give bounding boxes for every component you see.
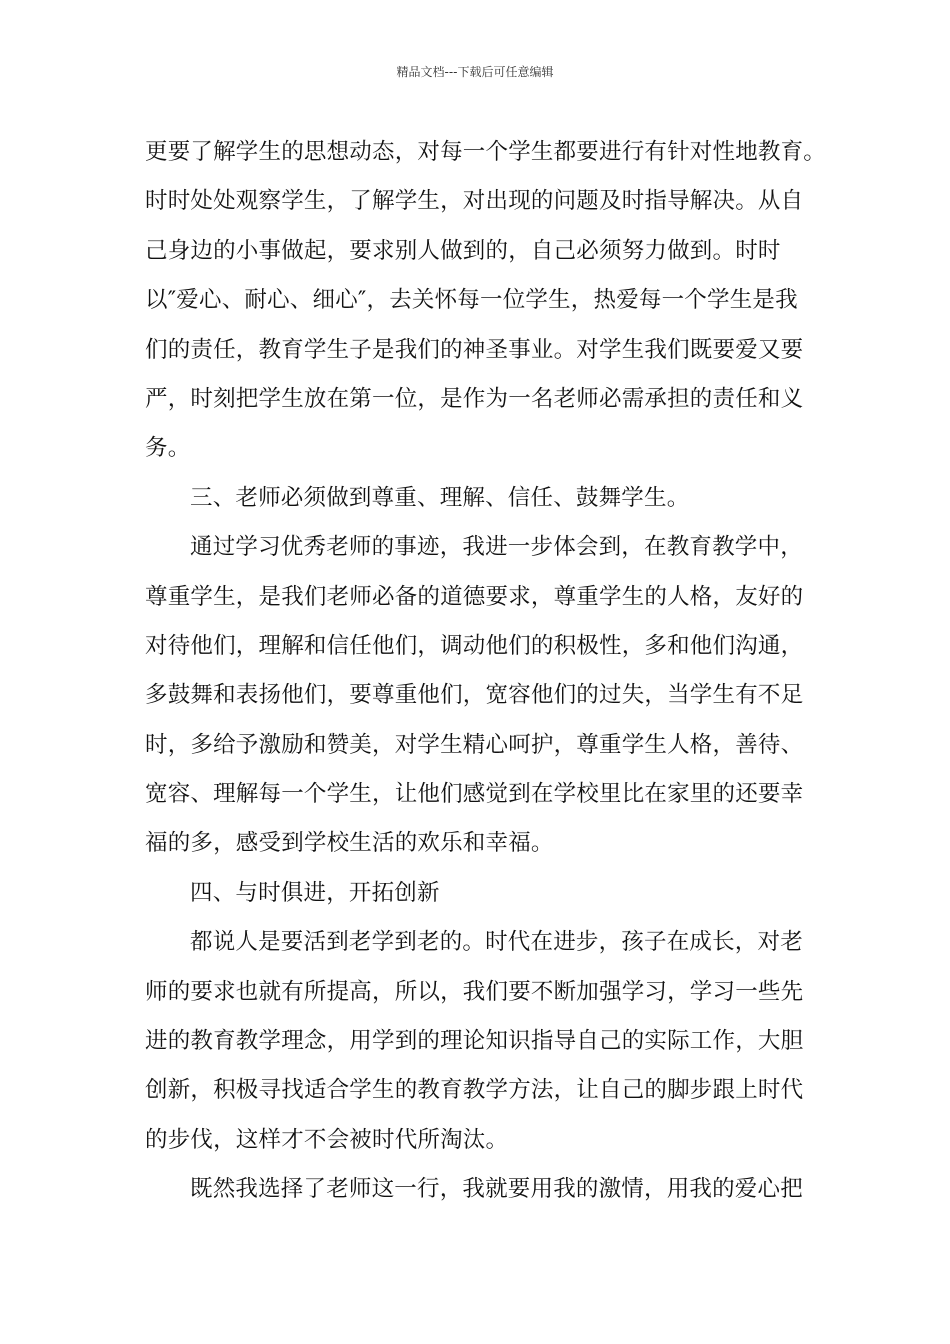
text-line: 进的教育教学理念，用学到的理论知识指导自己的实际工作，大胆	[145, 1028, 804, 1055]
text-line: 们的责任，教育学生子是我们的神圣事业。对学生我们既要爱又要	[145, 336, 804, 363]
section-heading: 四、与时俱进，开拓创新	[190, 879, 440, 906]
text-line: 时时处处观察学生，了解学生，对出现的问题及时指导解决。从自	[145, 188, 804, 215]
text-line: 创新，积极寻找适合学生的教育教学方法，让自己的脚步跟上时代	[145, 1077, 804, 1104]
text-line: 对待他们，理解和信任他们，调动他们的积极性，多和他们沟通，	[145, 632, 804, 659]
page-header: 精品文档---下载后可任意编辑	[396, 65, 554, 79]
text-line: 福的多，感受到学校生活的欢乐和幸福。	[145, 830, 554, 857]
text-line: 宽容、理解每一个学生，让他们感觉到在学校里比在家里的还要幸	[145, 781, 804, 808]
text-line: 时，多给予激励和赞美，对学生精心呵护，尊重学生人格，善待、	[145, 731, 804, 758]
text-line: 多鼓舞和表扬他们，要尊重他们，宽容他们的过失，当学生有不足	[145, 682, 804, 709]
text-line: 以″爱心、耐心、细心″，去关怀每一位学生，热爱每一个学生是我	[145, 287, 798, 314]
text-line: 都说人是要活到老学到老的。时代在进步，孩子在成长，对老	[190, 929, 803, 956]
text-line: 师的要求也就有所提高，所以，我们要不断加强学习，学习一些先	[145, 978, 804, 1005]
text-line: 的步伐，这样才不会被时代所淘汰。	[145, 1126, 509, 1153]
text-line: 尊重学生，是我们老师必备的道德要求，尊重学生的人格，友好的	[145, 583, 804, 610]
text-line: 己身边的小事做起，要求别人做到的，自己必须努力做到。时时	[145, 237, 781, 264]
text-line: 既然我选择了老师这一行，我就要用我的激情，用我的爱心把	[190, 1176, 803, 1203]
text-line: 更要了解学生的思想动态，对每一个学生都要进行有针对性地教育。	[145, 139, 827, 165]
text-line: 严，时刻把学生放在第一位，是作为一名老师必需承担的责任和义	[145, 385, 804, 412]
section-heading: 三、老师必须做到尊重、理解、信任、鼓舞学生。	[190, 484, 690, 511]
text-line: 通过学习优秀老师的事迹，我进一步体会到，在教育教学中，	[190, 534, 803, 561]
text-line: 务。	[145, 435, 191, 462]
document-body	[145, 128, 825, 1215]
